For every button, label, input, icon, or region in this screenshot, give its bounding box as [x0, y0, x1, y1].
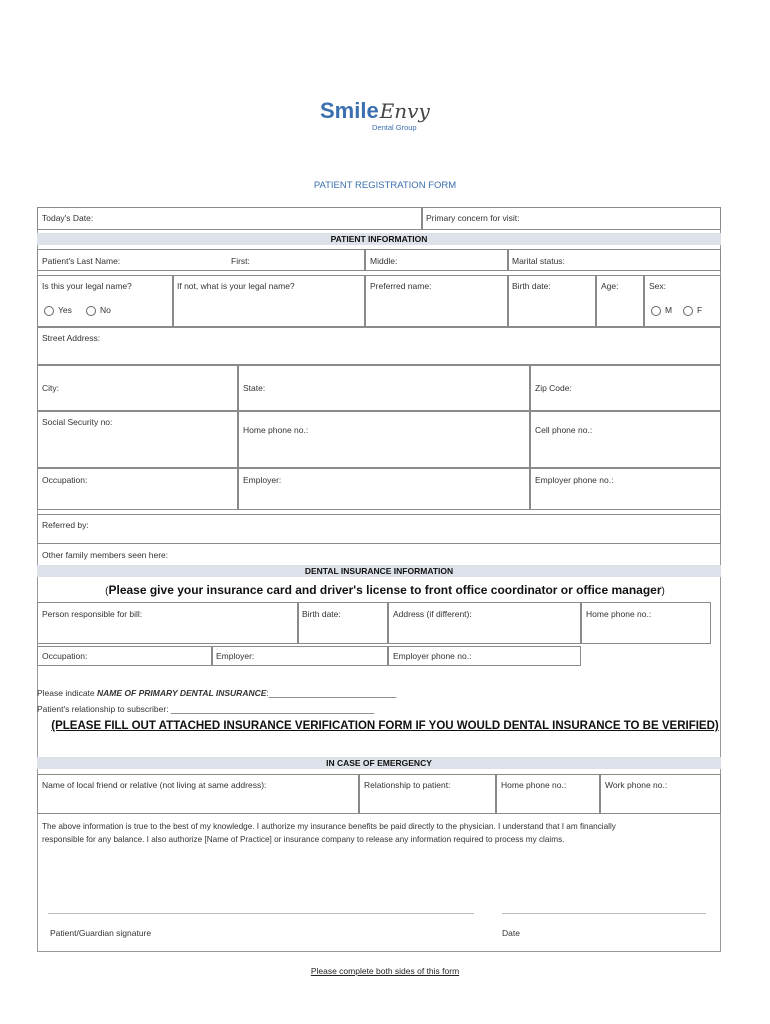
legal-name-label: Is this your legal name? — [42, 281, 132, 291]
ins-address-label: Address (if different): — [393, 609, 472, 619]
birth-date-label: Birth date: — [512, 281, 551, 291]
consent-line-1: The above information is true to the best of my knowledge. I authorize my insurance benefits be paid directly to the physician. I understand that I am financially — [42, 822, 616, 831]
preferred-name-label: Preferred name: — [370, 281, 432, 291]
sex-label: Sex: — [649, 281, 667, 291]
employer-label: Employer: — [243, 475, 282, 485]
m-radio[interactable] — [651, 306, 661, 316]
marital-status-label: Marital status: — [512, 256, 565, 266]
verification-notice: (PLEASE FILL OUT ATTACHED INSURANCE VERIFICATION FORM IF YOU WOULD DENTAL INSURANCE TO BE VERIFIED) — [51, 720, 719, 732]
insurance-instruction — [0, 583, 770, 597]
date-label: Date — [502, 928, 520, 938]
f-radio[interactable] — [683, 306, 693, 316]
ins-home-phone-label: Home phone no.: — [586, 609, 652, 619]
logo-brand-smile: Smile — [320, 98, 379, 123]
footer-note: Please complete both sides of this form — [310, 966, 460, 976]
legal-no-option[interactable] — [86, 305, 111, 316]
todays-date-label: Today's Date: — [42, 213, 94, 223]
insurance-header: DENTAL INSURANCE INFORMATION — [37, 565, 721, 577]
legal-yes-option[interactable] — [44, 305, 72, 316]
emergency-home-phone-label: Home phone no.: — [501, 780, 567, 790]
home-phone-label: Home phone no.: — [243, 425, 309, 435]
age-label: Age: — [601, 281, 619, 291]
ins-employer-phone-label: Employer phone no.: — [393, 651, 472, 661]
referred-by-label: Referred by: — [42, 520, 89, 530]
primary-insurance-line[interactable] — [37, 688, 396, 698]
ssn-label: Social Security no: — [42, 417, 113, 427]
m-label: M — [665, 305, 673, 315]
emergency-name-label: Name of local friend or relative (not living at same address): — [42, 780, 267, 790]
state-label: State: — [243, 383, 266, 393]
referred-by-field[interactable] — [37, 514, 721, 544]
no-label: No — [100, 305, 111, 315]
occupation-label: Occupation: — [42, 475, 88, 485]
date-line[interactable] — [502, 913, 706, 914]
logo-brand-envy: Envy — [379, 99, 430, 123]
instruction-open-paren: ( — [105, 586, 109, 597]
indicate-prefix: Please indicate — [37, 688, 98, 698]
middle-name-label: Middle: — [370, 256, 398, 266]
emergency-work-phone-label: Work phone no.: — [605, 780, 668, 790]
street-address-field[interactable] — [37, 327, 721, 365]
yes-label: Yes — [58, 305, 72, 315]
sex-m-option[interactable] — [651, 305, 672, 316]
employer-field[interactable] — [238, 468, 530, 510]
logo-subtitle: Dental Group — [372, 123, 417, 132]
smile-envy-logo — [320, 98, 430, 132]
yes-radio[interactable] — [44, 306, 54, 316]
zip-label: Zip Code: — [535, 383, 572, 393]
emergency-header: IN CASE OF EMERGENCY — [37, 757, 721, 769]
signature-line[interactable] — [48, 913, 474, 914]
state-field[interactable] — [238, 365, 530, 411]
signature-label: Patient/Guardian signature — [50, 928, 152, 938]
responsible-label: Person responsible for bill: — [42, 609, 143, 619]
ins-birth-date-label: Birth date: — [302, 609, 341, 619]
employer-phone-label: Employer phone no.: — [535, 475, 614, 485]
sex-f-option[interactable] — [683, 305, 702, 316]
city-field[interactable] — [37, 365, 238, 411]
home-phone-field[interactable] — [238, 411, 530, 468]
form-title: PATIENT REGISTRATION FORM — [313, 180, 457, 191]
first-name-label: First: — [231, 256, 250, 266]
todays-date-field[interactable] — [37, 207, 422, 230]
indicate-bold: NAME OF PRIMARY DENTAL INSURANCE — [97, 688, 267, 698]
cell-phone-label: Cell phone no.: — [535, 425, 593, 435]
no-radio[interactable] — [86, 306, 96, 316]
family-members-label: Other family members seen here: — [42, 550, 169, 560]
cell-phone-field[interactable] — [530, 411, 721, 468]
emergency-relationship-label: Relationship to patient: — [364, 780, 451, 790]
instruction-close-paren: ) — [661, 586, 665, 597]
last-name-label: Patient's Last Name: — [42, 256, 121, 266]
ins-employer-label: Employer: — [216, 651, 255, 661]
f-label: F — [697, 305, 703, 315]
city-label: City: — [42, 383, 59, 393]
relationship-subscriber-line[interactable]: Patient's relationship to subscriber: ___________________________________________ — [37, 704, 375, 714]
patient-info-header: PATIENT INFORMATION — [37, 233, 721, 245]
indicate-suffix: :___________________________ — [266, 688, 397, 698]
street-address-label: Street Address: — [42, 333, 101, 343]
if-not-legal-name-label: If not, what is your legal name? — [177, 281, 295, 291]
ins-occupation-label: Occupation: — [42, 651, 88, 661]
consent-line-2: responsible for any balance. I also authorize [Name of Practice] or insurance company to release any information required to process my claims. — [42, 835, 565, 844]
instruction-text: Please give your insurance card and driver's license to front office coordinator or office manager — [108, 583, 662, 597]
primary-concern-label: Primary concern for visit: — [426, 213, 520, 223]
